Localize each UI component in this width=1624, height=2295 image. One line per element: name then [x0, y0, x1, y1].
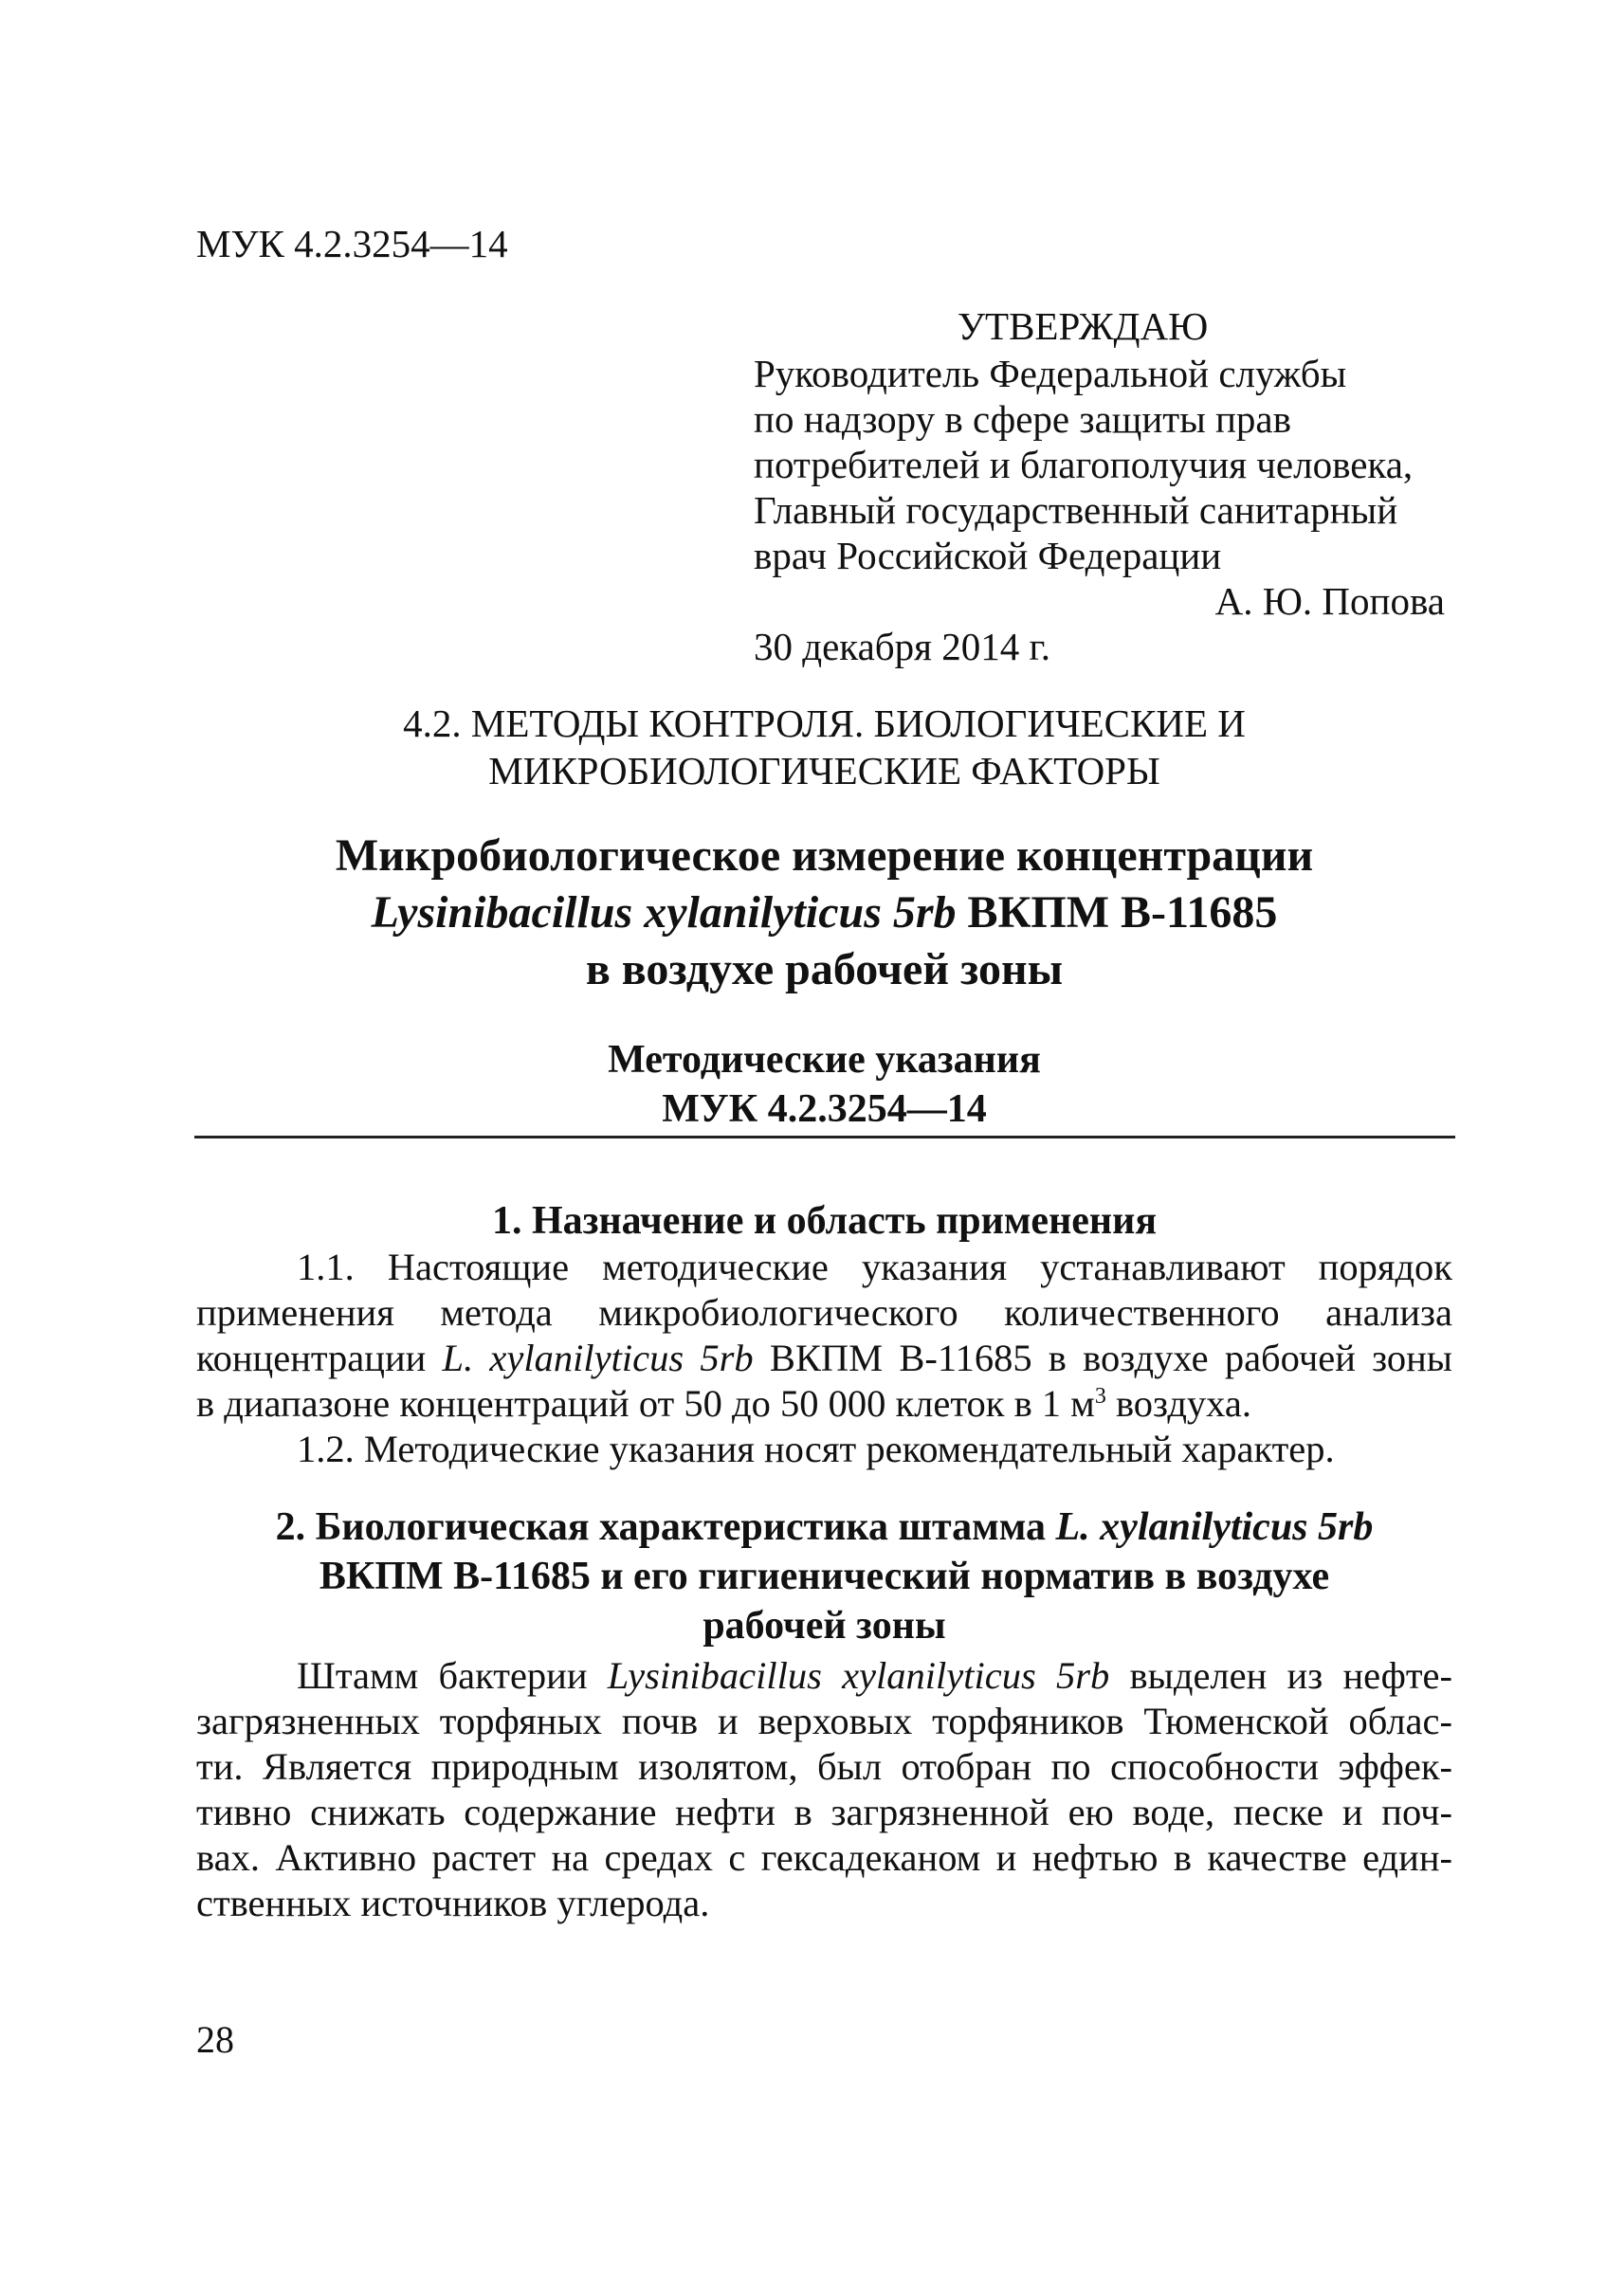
text-run: ВКПМ В-11685 в воздухе рабочей зоны: [753, 1337, 1452, 1379]
title-line: [196, 884, 1452, 941]
paragraph-line: 1.1. Настоящие методические указания устанавливают порядок: [297, 1246, 1452, 1288]
horizontal-rule: [194, 1136, 1455, 1138]
paragraph-line: [196, 1336, 1452, 1381]
section-heading: [196, 700, 1452, 794]
paragraph-line: применения метода микробиологического количественного анализа: [196, 1291, 1452, 1334]
heading-line: рабочей зоны: [703, 1604, 946, 1648]
approval-title: УТВЕРЖДАЮ: [958, 304, 1209, 348]
paragraph-line: [196, 1653, 1452, 1699]
paragraph-line: ти. Является природным изолятом, был отобран по способности эффек-: [196, 1745, 1452, 1788]
text-run: воздуха.: [1105, 1382, 1251, 1425]
text-run: 2. Биологическая характеристика штамма: [275, 1505, 1056, 1549]
section-2-body: [196, 1653, 1452, 1926]
approval-date: 30 декабря 2014 г.: [754, 625, 1050, 668]
approval-line: врач Российской Федерации: [754, 534, 1222, 577]
section-2-heading: [196, 1503, 1452, 1650]
title-species: Lysinibacillus xylanilyticus 5rb: [371, 887, 957, 938]
superscript: 3: [1094, 1384, 1106, 1409]
document-subtitle: [196, 1035, 1452, 1134]
approval-block: [754, 303, 1451, 669]
subtitle-line: Методические указания: [608, 1038, 1041, 1082]
paragraph-line: загрязненных торфяных почв и верховых торфяников Тюменской облас-: [196, 1700, 1452, 1742]
document-title: [196, 828, 1452, 998]
section-heading-line: МИКРОБИОЛОГИЧЕСКИЕ ФАКТОРЫ: [488, 749, 1160, 792]
text-run: Штамм бактерии: [297, 1654, 608, 1697]
paragraph-line: тивно снижать содержание нефти в загрязненной ею воде, песке и поч-: [196, 1791, 1452, 1833]
text-run: концентрации: [196, 1337, 443, 1379]
paragraph-line: вах. Активно растет на средах с гексадеканом и нефтью в качестве един-: [196, 1836, 1452, 1879]
approval-line: потребителей и благополучия человека,: [754, 443, 1414, 486]
heading-line: [196, 1503, 1452, 1552]
approval-line: Руководитель Федеральной службы: [754, 352, 1347, 395]
approval-line: Главный государственный санитарный: [754, 488, 1398, 532]
heading-line: ВКПМ В-11685 и его гигиенический норматив в воздухе: [319, 1555, 1330, 1598]
title-line: Микробиологическое измерение концентрации: [335, 830, 1314, 881]
species-name: L. xylanilyticus 5rb: [1055, 1505, 1374, 1549]
paragraph-line: 1.2. Методические указания носят рекомендательный характер.: [297, 1428, 1335, 1470]
species-name: L. xylanilyticus 5rb: [442, 1337, 754, 1379]
section-1-body: [196, 1245, 1452, 1472]
section-1-heading: 1. Назначение и область применения: [491, 1199, 1158, 1243]
species-name: Lysinibacillus xylanilyticus 5rb: [607, 1654, 1110, 1697]
title-strain: ВКПМ В-11685: [956, 887, 1278, 938]
page-number: 28: [196, 2018, 234, 2061]
running-header: МУК 4.2.3254—14: [196, 222, 508, 265]
approval-line: по надзору в сфере защиты прав: [754, 397, 1291, 441]
text-run: в диапазоне концентраций от 50 до 50 000 клеток в 1 м: [196, 1382, 1095, 1425]
title-line: в воздухе рабочей зоны: [585, 944, 1064, 994]
text-run: выделен из нефте-: [1109, 1654, 1452, 1697]
paragraph-line: ственных источников углерода.: [196, 1882, 710, 1924]
paragraph-line: [196, 1381, 1452, 1427]
section-heading-line: 4.2. МЕТОДЫ КОНТРОЛЯ. БИОЛОГИЧЕСКИЕ И: [403, 701, 1246, 745]
subtitle-code: МУК 4.2.3254—14: [662, 1087, 987, 1131]
approval-signer: А. Ю. Попова: [1214, 579, 1445, 623]
